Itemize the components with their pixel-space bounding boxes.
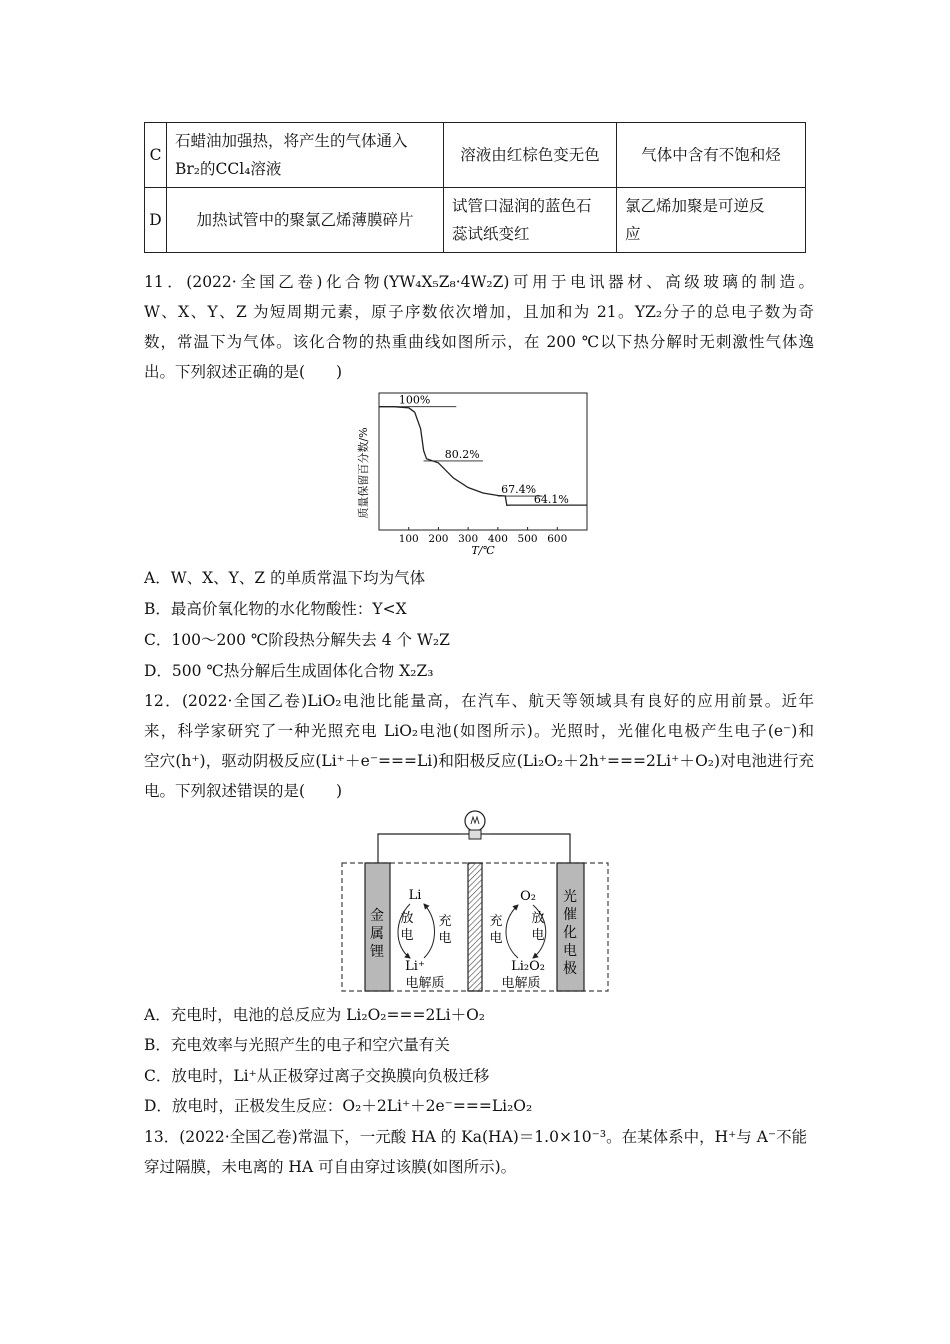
o2-label: O₂ <box>520 889 536 904</box>
conclusion-line: 气体中含有不饱和烃 <box>641 146 781 164</box>
charge-arrow-right <box>506 905 518 958</box>
right-electrode-label <box>563 888 577 977</box>
x-tick-label: 600 <box>547 533 568 545</box>
q12-option-d: D．放电时，正极发生反应：O₂＋2Li⁺＋2e⁻===Li₂O₂ <box>144 1097 533 1115</box>
q11-line-1: 11．(2022·全国乙卷)化合物(YW₄X₅Z₈·4W₂Z)可用于电讯器材、高级玻璃的制造。 <box>144 273 814 291</box>
q12-line-4: 电。下列叙述错误的是( ) <box>144 782 343 800</box>
q12-line-3: 空穴(h⁺)，驱动阴极反应(Li⁺＋e⁻===Li)和阳极反应(Li₂O₂＋2h⁺===2Li⁺＋O₂)对电池进行充 <box>144 752 814 770</box>
data-label: 100% <box>398 393 431 407</box>
battery-diagram <box>338 808 613 996</box>
operation-line: Br₂的CCl₄溶液 <box>175 160 282 178</box>
operation-cell <box>167 123 444 188</box>
discharge-label-left: 电 <box>400 928 414 943</box>
row-label: C <box>145 123 167 188</box>
plot-frame <box>379 393 587 530</box>
operation-cell <box>167 188 444 253</box>
row-label: D <box>145 188 167 253</box>
data-label: 80.2% <box>444 447 480 461</box>
plot-area <box>379 394 587 506</box>
x-tick-label: 300 <box>458 533 479 545</box>
left-electrode-char: 金 <box>370 908 384 924</box>
options-table <box>144 122 806 253</box>
phenomenon-line: 蕊试纸变红 <box>452 225 530 243</box>
q11-line-2: W、X、Y、Z 为短周期元素，原子序数依次增加，且加和为 21。YZ₂分子的总电子数为奇 <box>144 303 814 321</box>
table-row <box>145 123 806 188</box>
charge-label-left: 充 <box>438 914 452 929</box>
q11-line-3: 数，常温下为气体。该化合物的热重曲线如图所示，在 200 ℃以下热分解时无刺激性气体逸 <box>144 333 814 351</box>
phenomenon-line: 试管口湿润的蓝色石 <box>452 197 592 215</box>
right-electrode-char: 化 <box>563 925 577 941</box>
right-electrode-char: 极 <box>563 961 577 977</box>
left-electrode-char: 锂 <box>370 944 384 960</box>
x-axis-label: T/℃ <box>471 544 495 557</box>
q13-line-2: 穿过隔膜，未电离的 HA 可自由穿过该膜(如图所示)。 <box>144 1158 517 1176</box>
right-electrode-char: 电 <box>563 943 577 959</box>
right-electrode-char: 催 <box>563 907 577 923</box>
conclusion-cell <box>617 188 806 253</box>
q12-line-2: 来，科学家研究了一种光照充电 LiO₂电池(如图所示)。光照时，光催化电极产生电子(e⁻)和 <box>144 722 814 740</box>
electrolyte-label-left: 电解质 <box>405 976 445 991</box>
q11-line-4: 出。下列叙述正确的是( ) <box>144 363 343 381</box>
tg-curve <box>379 407 587 506</box>
operation-line: 加热试管中的聚氯乙烯薄膜碎片 <box>196 211 414 229</box>
phenomenon-cell <box>444 188 617 253</box>
x-tick-label: 200 <box>428 533 449 545</box>
electrolyte-label-right: 电解质 <box>501 976 541 991</box>
data-label: 67.4% <box>501 483 537 497</box>
phenomenon-line: 溶液由红棕色变无色 <box>460 146 600 164</box>
li2o2-label: Li₂O₂ <box>511 959 545 974</box>
conclusion-line: 应 <box>625 225 641 243</box>
q11-option-a: A．W、X、Y、Z 的单质常温下均为气体 <box>144 569 426 587</box>
li-ion-label: Li⁺ <box>405 959 425 974</box>
charge-label-right: 充 <box>489 914 503 929</box>
x-tick-label: 500 <box>517 533 538 545</box>
discharge-label-left: 放 <box>400 911 414 926</box>
q12-option-c: C．放电时，Li⁺从正极穿过离子交换膜向负极迁移 <box>144 1067 490 1085</box>
thermogravimetric-chart <box>355 385 595 560</box>
phenomenon-cell <box>444 123 617 188</box>
x-tick-label: 400 <box>487 533 508 545</box>
q12-line-1: 12．(2022·全国乙卷)LiO₂电池比能量高，在汽车、航天等领域具有良好的应用前景。近年 <box>144 692 814 710</box>
q13-line-1: 13．(2022·全国乙卷)常温下，一元酸 HA 的 Ka(HA)＝1.0×10⁻³。在某体系中，H⁺与 A⁻不能 <box>144 1128 808 1146</box>
ion-exchange-membrane <box>468 863 482 991</box>
conclusion-cell <box>617 123 806 188</box>
q11-option-c: C．100～200 ℃阶段热分解失去 4 个 W₂Z <box>144 631 450 649</box>
left-electrode-label <box>370 908 384 960</box>
li-label: Li <box>408 888 422 903</box>
y-axis-label: 质量保留百分数/% <box>357 427 370 519</box>
light-bulb-icon <box>460 811 490 839</box>
discharge-label-right: 放 <box>531 911 545 926</box>
table-row <box>145 188 806 253</box>
charge-label-left: 电 <box>438 931 452 946</box>
discharge-label-right: 电 <box>531 928 545 943</box>
charge-arrow-left <box>424 904 435 958</box>
data-label: 64.1% <box>533 493 569 507</box>
q11-option-b: B．最高价氧化物的水化物酸性：Y<X <box>144 600 407 618</box>
charge-label-right: 电 <box>489 931 503 946</box>
right-electrode-char: 光 <box>563 889 577 905</box>
q11-option-d: D．500 ℃热分解后生成固体化合物 X₂Z₃ <box>144 662 434 680</box>
q12-option-b: B．充电效率与光照产生的电子和空穴量有关 <box>144 1036 450 1054</box>
left-electrode-char: 属 <box>370 926 384 942</box>
x-tick-label: 100 <box>398 533 419 545</box>
conclusion-line: 氯乙烯加聚是可逆反 <box>625 197 765 215</box>
operation-line: 石蜡油加强热，将产生的气体通入 <box>175 132 408 150</box>
q12-option-a: A．充电时，电池的总反应为 Li₂O₂===2Li＋O₂ <box>144 1006 486 1024</box>
